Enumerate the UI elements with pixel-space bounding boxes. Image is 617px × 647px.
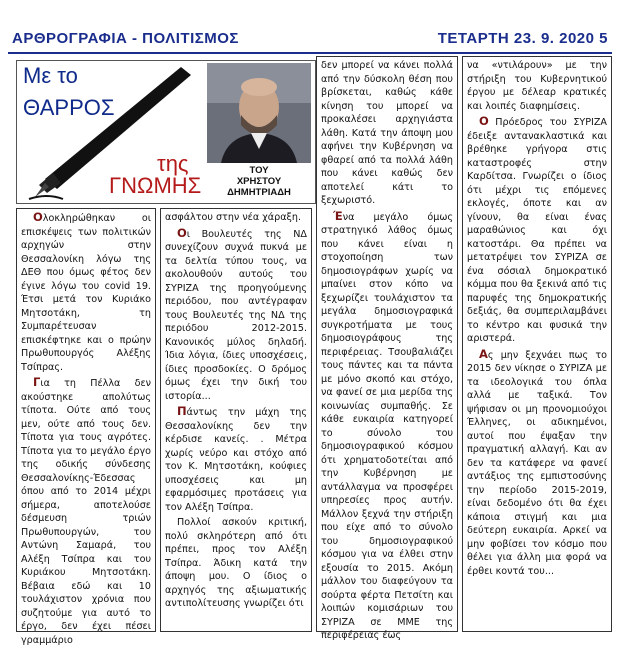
author-portrait-icon — [207, 63, 311, 163]
header-rule — [8, 52, 612, 54]
article-column-4 — [462, 56, 612, 632]
paragraph: Ο Πρόεδρος του ΣΥΡΙΖΑ έδειξε αντανακλαστικά και βρέθηκε γρήγορα στις καταστροφές στην Καρδίτσα. Γνωρίζει ο ίδιος ότι μέχρι τις επόμενες εκλογές, όποτε και αν γίνουν, θα είναι ένας μαραθώνιος και όχι κατοστάρι. Θα πρέπει να μετατρέψει τον ΣΥΡΙΖΑ σε ένα σόσιαλ δημοκρατικό κόμμα που θα ξεκινά από τις παρυφές της δημοκρατικής δεξιάς, θα συμπεριλαμβάνει το κέντρο και φυσικά την αριστερά. — [467, 114, 607, 344]
paragraph: Για τη Πέλλα δεν ακούστηκε απολύτως τίποτα. Ούτε από τους μεν, ούτε από τους δεν. Τίποτα για τους αγρότες. Τίποτα για το μεγάλο έργο της οδικής σύνδεσης Θεσσαλονίκης-Έδεσσας όπου από το 2014 μέχρι σήμερα, αποτελούσε δέσμευση τριών Πρωθυπουργών, του Αντώνη Σαμαρά, του Αλέξη Τσίπρα και του Κυριάκου Μητσοτάκη. Βέβαια εδώ και 10 τουλάχιστον χρόνια που συζητούμε για αυτό το έργο, δεν έχει πέσει γραμμάριο — [21, 375, 151, 646]
page-header — [8, 30, 612, 52]
banner-word-me-to: Με το — [23, 63, 78, 88]
article-column-2 — [160, 208, 312, 632]
banner-word-tis: της — [157, 151, 189, 176]
paragraph: Ένα μεγάλο όμως στρατηγικό λάθος όμως που κάνει είναι η στοχοποίηση των δημοσιογράφων χωρίς να μπαίνει στον κόπο να ξεχωρίζει τουλάχιστον τα μεγάλα δημοσιογραφικά συγκροτήματα με τους δημοσιογράφους της περιφέρειας. Τσουβαλιάζει τους πάντες και τα πάντα με μόνο σκοπό και στόχο, να φανεί σε μια μερίδα της κοινωνίας συμπαθής. Σε κάθε ευκαιρία κατηγορεί το σύνολο του δημοσιογραφικού κόσμου ότι χρηματοδοτείται από την Κυβέρνηση με αντάλλαγμα να προσφέρει υπηρεσίες προς αυτήν. Μάλλον ξεχνά την στήριξη που είχε από το σύνολο του δημοσιογραφικού κόσμου για να έλθει στην εξουσία το 2015. Ακόμη μάλλον του διαφεύγουν τα σούρτα φέρτα Πετσίτη και λοιπών κομισάριων του ΣΥΡΙΖΑ σε ΜΜΕ της περιφέρειας έως — [321, 208, 453, 641]
paragraph: δεν μπορεί να κάνει πολλά από την δύσκολη θέση που βρίσκεται, καθώς κάθε κίνηση του μπορεί να προκαλέσει αρχηγιάστα λάθη. Κατά την άποψη μου αφήνει την Κυβέρνηση να φθαρεί από τα πολλά λάθη που κάνει καθώς δεν αποτελεί κάτι το ξεχωριστό. — [321, 60, 453, 206]
article-column-3 — [316, 56, 458, 641]
banner-word-tharros: ΘΑΡΡΟΣ — [23, 95, 115, 120]
paragraph: Πολλοί ασκούν κριτική, πολύ σκληρότερη από ότι πρέπει, προς τον Αλέξη Τσίπρα. Άδικη κατά την άποψη μου. Ο ίδιος ο αρχηγός της αξιωματικής αντιπολίτευσης γνωρίζει ότι — [165, 517, 307, 609]
author-name: ΧΡΗΣΤΟΥ ΔΗΜΗΤΡΙΑΔΗ — [227, 176, 291, 198]
byline-prefix: ΤΟΥ — [249, 165, 269, 176]
section-title: ΑΡΘΡΟΓΡΑΦΙΑ - ΠΟΛΙΤΙΣΜΟΣ — [12, 30, 239, 47]
paragraph: Ολοκληρώθηκαν οι επισκέψεις των πολιτικών αρχηγών στην Θεσσαλονίκη λόγω της ΔΕΘ που όμως φέτος δεν έγινε λόγω του covid 19. Έτσι μετά τον Κυριάκο Μητσοτάκη, τη Συμπαρέτευσαν επισκέφτηκε και ο πρώην Πρωθυπουργός Αλέξης Τσίπρας. — [21, 210, 151, 373]
paragraph: Οι Βουλευτές της ΝΔ συνεχίζουν συχνά πυκνά με τα δελτία τύπου τους, να ακολουθούν αυτούς του ΣΥΡΙΖΑ της προηγούμενης περιόδου, που αντέγραφαν τους Βουλευτές της ΝΔ της περιόδου 2012-2015. Κανονικός μύλος δηλαδή. Ίδια λόγια, ίδιες υποσχέσεις, ίδιες προσδοκίες. Ο δρόμος όμως έχει την δική του ιστορία... — [165, 225, 307, 402]
article-column-1 — [16, 208, 156, 646]
author-byline — [207, 165, 311, 198]
date-page-number: ΤΕΤΑΡΤΗ 23. 9. 2020 5 — [437, 30, 608, 47]
paragraph: Πάντως την μάχη της Θεσσαλονίκης δεν την κέρδισε κανείς. . Μέτρα χωρίς νεύρο και στόχο από τον Κ. Μητσοτάκη, κούφιες υποσχέσεις και μη εφαρμόσιμες προτάσεις για τον Αλέξη Τσίπρα. — [165, 404, 307, 513]
paragraph: Ας μην ξεχνάει πως το 2015 δεν νίκησε ο ΣΥΡΙΖΑ με τα ιδεολογικά του όπλα αλλά με ταξικά. Τον ψήφισαν οι μη προνομιούχοι Έλληνες, οι αδικημένοι, αυτοί που έψαξαν την πραγματική αλλαγή. Και αν δεν τα κατάφερε να φανεί αντάξιος της εμπιστοσύνης την περίοδο 2015-2019, είναι δεδομένο ότι θα έχει κάποια στιγμή και μια δεύτερη ευκαιρία. Αρκεί να μην φοβίσει τον κόσμο που θέλει για άλλη μια φορά να έρθει κοντά του... — [467, 346, 607, 577]
column-banner — [16, 60, 316, 204]
paragraph: να «ντιλάρουν» με την στήριξη του Κυβερνητικού έργου με δέλεαρ κρατικές και λοιπές διαφημίσεις. — [467, 60, 607, 112]
paragraph: ασφάλτου στην νέα χάραξη. — [165, 212, 302, 223]
banner-word-gnomis: ΓΝΩΜΗΣ — [109, 173, 202, 198]
